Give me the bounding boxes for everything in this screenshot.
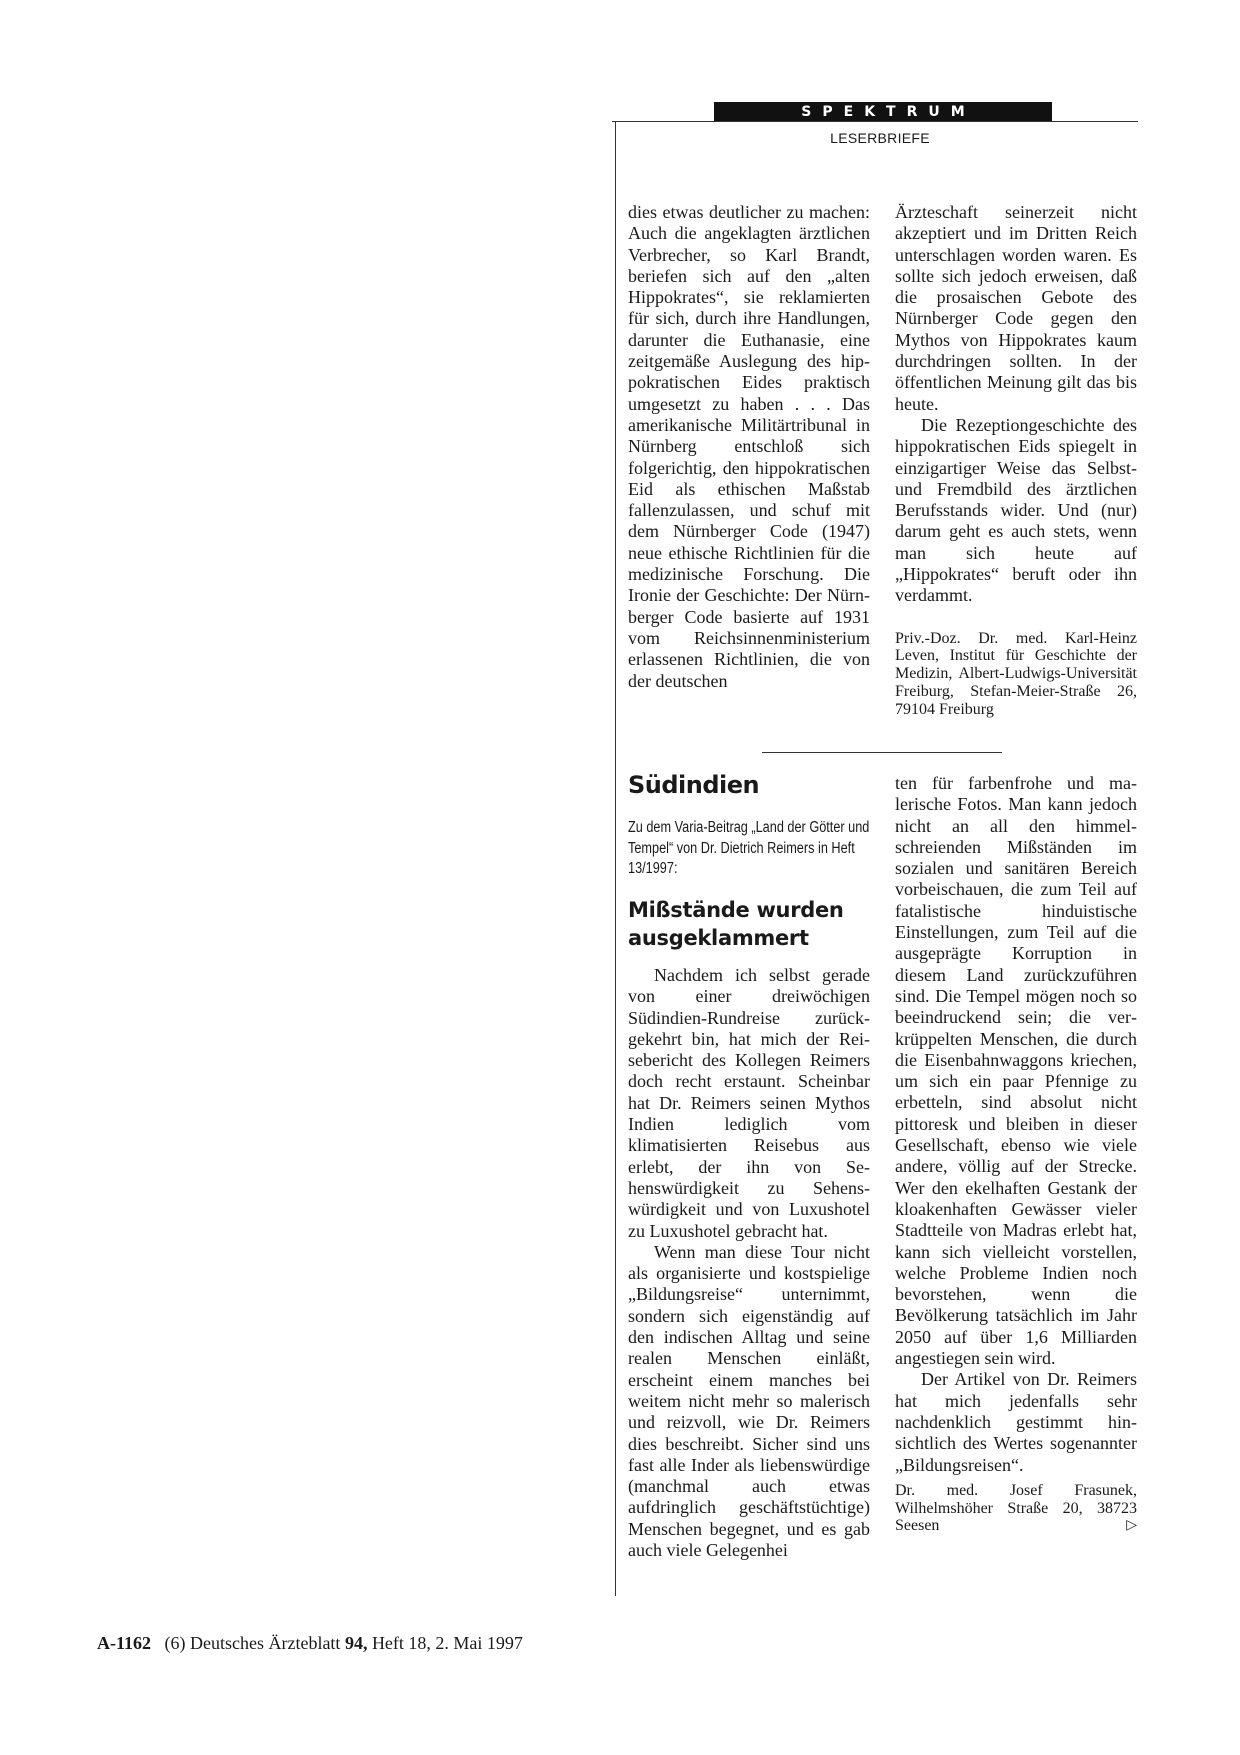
signature-text: Dr. med. Josef Frasunek, Wilhelmshöher Straße 20, 38723 Seesen <box>895 1481 1137 1535</box>
letter2-headline: Südindien <box>628 771 760 799</box>
section-title: SPEKTRUM <box>801 104 976 120</box>
letter1-paragraph: Ärzteschaft seinerzeit nicht akzeptiert und im Dritten Reich unterschlagen worden waren. Es sollte sich jedoch erweisen, daß die prosaischen Gebote des Nürnberger Code gegen den Mythos von Hippokrates kaum durchdringen sollten. In der öffentlichen Meinung gilt das bis heute. <box>895 202 1137 414</box>
letter2-intro: Zu dem Varia-Beitrag „Land der Götter und Tempel“ von Dr. Dietrich Reimers in Heft 13/1997: <box>628 819 870 877</box>
page-footer <box>97 1633 523 1654</box>
letter2-subhead: Mißstände wurden ausgeklammert <box>628 898 844 950</box>
letter1-paragraph: Die Rezeptiongeschichte des hippokratischen Eids spiegelt in einzigartiger Weise das Selbst- und Fremdbild des ärztlichen Berufsstands wider. Und (nur) darum geht es auch stets, wenn man sich heute auf „Hippokrates“ beruft oder ihn verdammt. <box>895 414 1137 606</box>
letter2-paragraph: Wenn man diese Tour nicht als organisierte und kostspielige „Bildungsreise“ unternimmt, sondern sich eigenständig auf den indischen Alltag und seine realen Menschen einläßt, erscheint einem manches bei weitem nicht mehr so malerisch und reizvoll, wie Dr. Reimers dies beschreibt. Sicher sind uns fast alle Inder als liebenswürdige (manchmal auch etwas aufdringlich geschäftstüchtige) Menschen begegnet, und es gab auch viele Gelegenhei <box>628 1241 870 1561</box>
issue-info: Heft 18, 2. Mai 1997 <box>371 1633 523 1653</box>
letter2-column-right <box>895 773 1137 1535</box>
letter2-signature <box>895 1482 1137 1535</box>
letter1-paragraph: dies etwas deutlicher zu machen: Auch die angeklagten ärztlichen Verbrecher, so Karl Brandt, beriefen sich auf den „alten Hippokrates“, sie reklamierten für sich, durch ihre Handlungen, darunter die Euthanasie, eine zeitgemäße Auslegung des hippokratischen Eides praktisch umgesetzt zu haben . . . Das amerikanische Militärtribunal in Nürnberg entschloß sich folgerichtig, den hippokratischen Eid als ethischen Maßstab fallenzulassen, und schuf mit dem Nürnberger Code (1947) neue ethische Richtlinien für die medizinische Forschung. Die Ironie der Geschichte: Der Nürnberger Code basierte auf 1931 vom Reichsinnenministerium erlassenen Richtlinien, die von der deutschen <box>628 202 870 691</box>
letter2-column-left <box>628 965 870 1561</box>
letter2-paragraph: Der Artikel von Dr. Reimers hat mich jedenfalls sehr nachdenklich gestimmt hinsichtlich des Wertes sogenannter „Bildungsreisen“. <box>895 1369 1137 1475</box>
article-separator <box>762 752 1002 753</box>
continue-arrow-icon: ▷ <box>1126 1518 1137 1534</box>
page-number: A-1162 <box>97 1633 151 1653</box>
section-banner <box>714 102 1052 122</box>
header-rule <box>612 121 1138 122</box>
column-divider <box>615 122 616 1596</box>
letter2-paragraph: ten für farbenfrohe und malerische Fotos. Man kann jedoch nicht an all den himmelschreienden Mißständen im sozialen und sanitären Bereich vorbeischauen, die zum Teil auf fatalistische hinduistische Einstellungen, zum Teil auf die ausgeprägte Korruption in diesem Land zurückzuführen sind. Die Tempel mögen noch so beeindruckend sein; die verkrüppelten Menschen, die durch die Eisenbahnwaggons kriechen, um sich ein paar Pfennige zu erbetteln, sind absolut nicht pittoresk und bleiben in dieser Gesellschaft, ebenso wie viele andere, völlig auf der Strecke. Wer den ekelhaften Gestank der kloakenhaften Gewässer vieler Stadtteile von Madras erlebt hat, kann sich vielleicht vorstellen, welche Probleme Indien noch bevorstehen, wenn die Bevölkerung tatsächlich im Jahr 2050 auf über 1,6 Milliarden angestiegen sein wird. <box>895 773 1137 1369</box>
letter1-column-left <box>628 202 870 692</box>
volume-number: 94, <box>344 1633 368 1653</box>
subsection-title: LESERBRIEFE <box>830 130 930 146</box>
letter1-column-right <box>895 202 1137 719</box>
journal-name: (6) Deutsches Ärzteblatt <box>164 1633 341 1653</box>
letter1-signature: Priv.-Doz. Dr. med. Karl-Heinz Leven, Institut für Geschichte der Medizin, Albert-Ludwigs-Universität Freiburg, Stefan-Meier-Straße 26, 79104 Freiburg <box>895 629 1137 718</box>
letter2-paragraph: Nachdem ich selbst gerade von einer dreiwöchigen Südindien-Rundreise zurückgekehrt bin, hat mich der Reisebericht des Kollegen Reimers doch recht erstaunt. Scheinbar hat Dr. Reimers seinen Mythos Indien lediglich vom klimatisierten Reisebus aus erlebt, der ihn von Sehenswürdigkeit zu Sehenswürdigkeit und von Luxushotel zu Luxushotel gebracht hat. <box>628 965 870 1241</box>
